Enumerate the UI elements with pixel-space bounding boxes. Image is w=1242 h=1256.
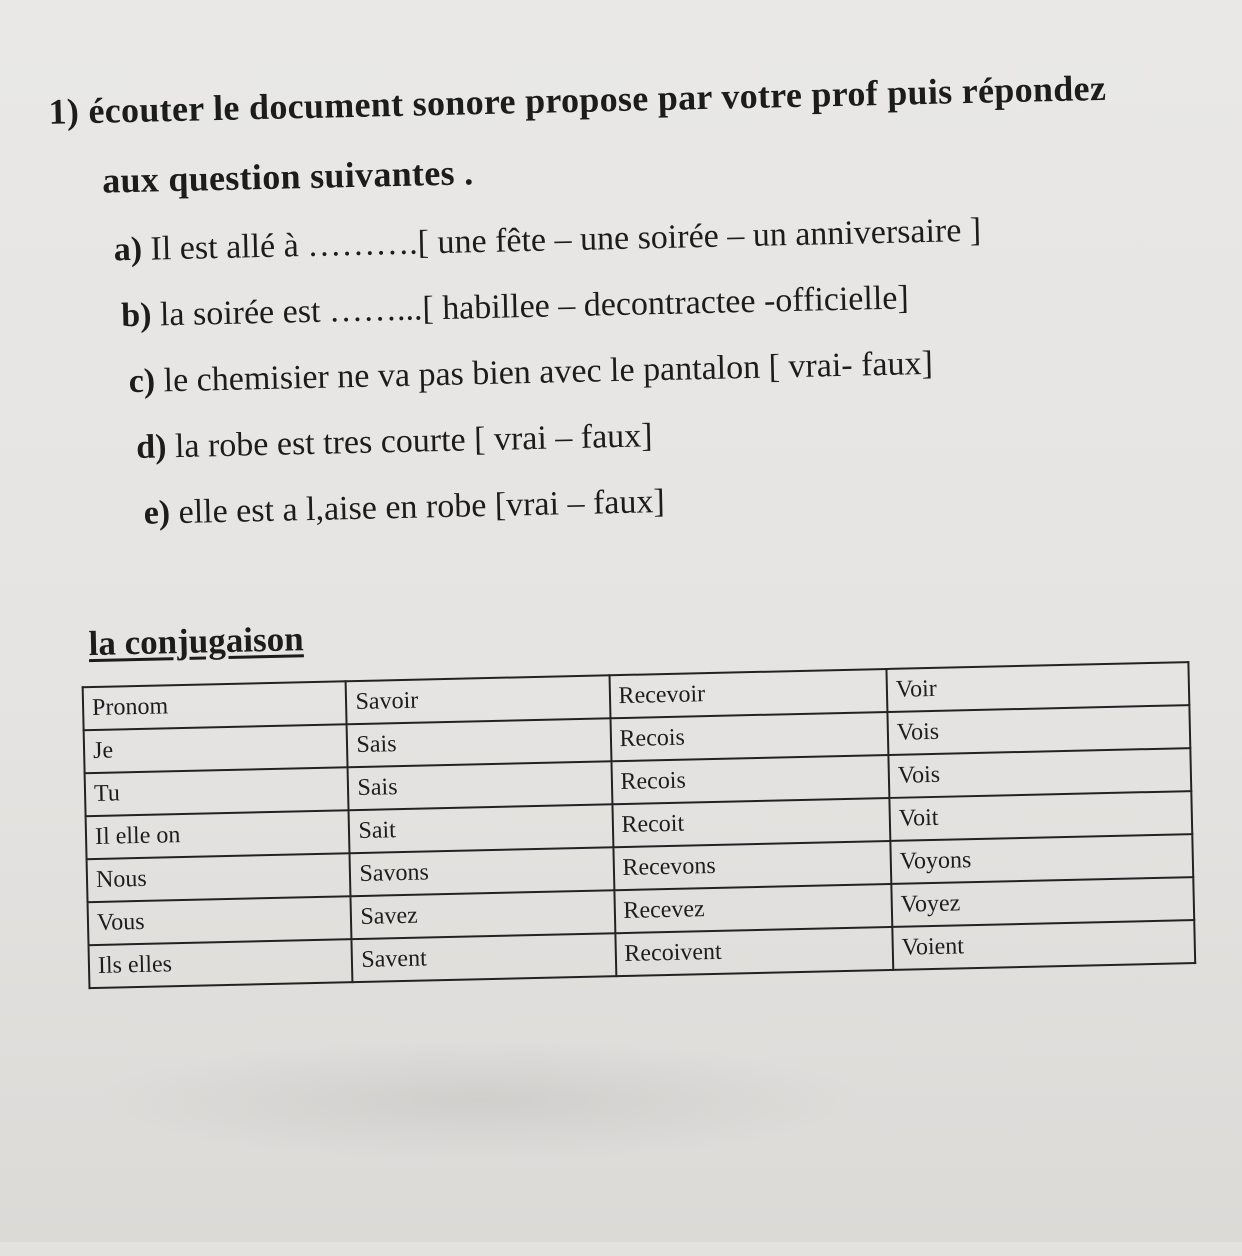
table-header-cell: Recevoir [609,669,887,718]
table-cell: Savent [352,933,616,982]
table-cell: Sais [348,761,612,810]
table-cell: Recevons [613,841,891,890]
conjugation-heading: la conjugaison [88,619,304,664]
table-header-cell: Savoir [346,675,610,724]
question-text: elle est a l,aise en robe [vrai – faux] [178,482,666,532]
table-cell: Vous [88,896,352,945]
question-text: Il est allé à ……….[ une fête – une soirée – un anniversaire ] [150,211,982,268]
table-cell: Savez [351,890,615,939]
table-cell: Vois [887,705,1190,755]
question-label: c) [128,362,156,401]
table-cell: Sait [349,804,613,853]
table-cell: Je [84,724,348,773]
table-cell: Recoivent [615,927,893,976]
question-label: b) [120,296,152,335]
table-cell: Nous [87,853,351,902]
table-cell: Recois [610,712,888,761]
table-cell: Il elle on [86,810,350,859]
question-e [143,483,665,533]
table-cell: Savons [350,847,614,896]
table-cell: Voient [892,920,1195,970]
table-cell: Vois [888,748,1191,798]
table-cell: Recois [611,755,889,804]
table-cell: Voyons [890,834,1193,884]
table-cell: Voit [889,791,1192,841]
question-label: e) [143,494,171,532]
table-cell: Sais [347,718,611,767]
exercise-title-line-2: aux question suivantes . [101,152,474,201]
table-cell: Ils elles [89,939,353,988]
table-header-cell: Voir [886,662,1189,712]
question-b [121,279,909,335]
table-cell: Recevez [614,884,892,933]
question-text: le chemisier ne va pas bien avec le pantalon [ vrai- faux] [163,344,934,400]
table-cell: Voyez [891,877,1194,927]
table-header-cell: Pronom [83,681,347,730]
question-label: a) [113,230,143,269]
table-cell: Recoit [612,798,890,847]
question-d [136,417,653,467]
question-text: la robe est tres courte [ vrai – faux] [174,417,653,466]
conjugation-table [82,661,1197,989]
question-label: d) [135,428,167,466]
exercise-title-line-1: 1) écouter le document sonore propose par votre prof puis répondez [48,67,1107,132]
question-text: la soirée est ……...[ habillee – decontractee -officielle] [159,279,910,334]
table-cell: Tu [85,767,349,816]
question-c [128,345,933,401]
question-a [113,212,981,270]
